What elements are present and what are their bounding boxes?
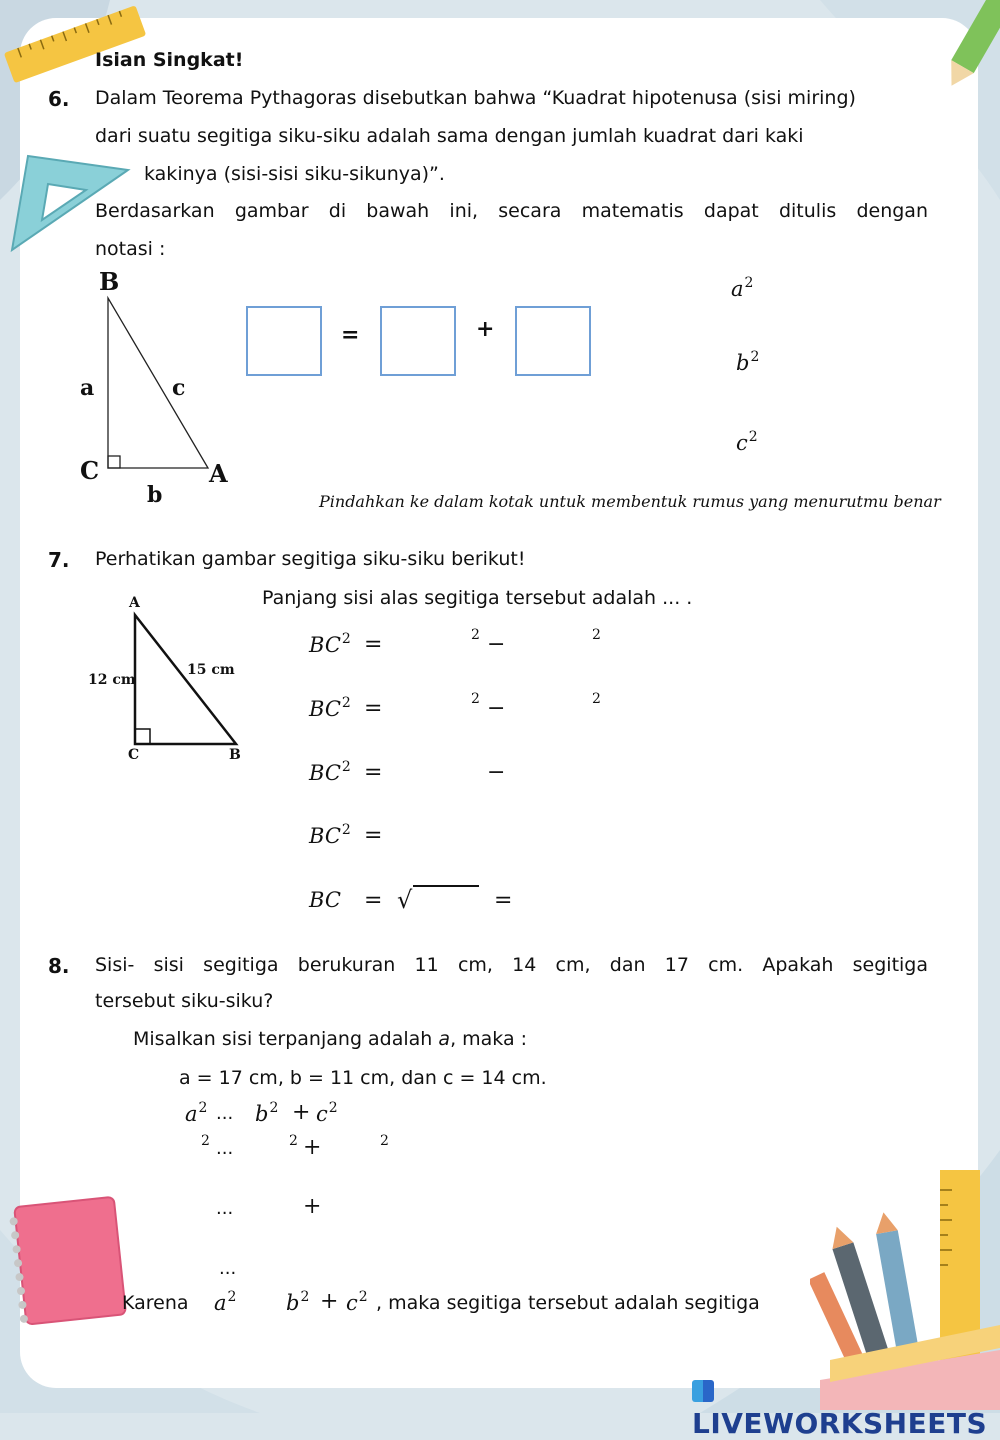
- school-supplies-icon: [810, 1160, 1000, 1410]
- q7-row4-eq: =: [364, 823, 383, 848]
- q7-row2-minus: −: [487, 696, 506, 721]
- q8-a-squared: $a^2$: [185, 1100, 208, 1126]
- q8-text-line2: tersebut siku-siku?: [95, 990, 274, 1012]
- drag-option-a-squared[interactable]: $a^2$: [731, 275, 754, 301]
- q8-concl-b-squared: $b^2$: [286, 1289, 310, 1315]
- q7-row2-eq: =: [364, 696, 383, 721]
- q8-concl-plus: +: [320, 1289, 339, 1314]
- q7-question: Panjang sisi alas segitiga tersebut adalah ... .: [262, 587, 693, 609]
- q8-text-line4: a = 17 cm, b = 11 cm, dan c = 14 cm.: [179, 1067, 547, 1089]
- q7-vertex-a: A: [129, 595, 140, 611]
- q7-row5-eq: =: [364, 888, 383, 913]
- answer-box-2[interactable]: [380, 306, 456, 376]
- q7-side-ab: 15 cm: [187, 662, 235, 678]
- q7-row3-lhs: $BC^2$: [309, 759, 351, 785]
- q7-row1-exp2: 2: [592, 627, 601, 643]
- q8-row2-dots: ...: [216, 1138, 234, 1159]
- q7-row1-lhs: $BC^2$: [309, 631, 351, 657]
- logo-icon: [692, 1380, 714, 1402]
- question-8-number: 8.: [48, 954, 70, 978]
- q8-because-label: Karena: [122, 1292, 189, 1314]
- q6-instruction: Pindahkan ke dalam kotak untuk membentuk rumus yang menurutmu benar: [319, 492, 941, 511]
- q8-relation-dots: ...: [216, 1103, 234, 1124]
- q8-row2-plus: +: [303, 1135, 322, 1160]
- q7-side-ac: 12 cm: [88, 672, 136, 688]
- pencil-icon: [940, 0, 1000, 90]
- q6-vertex-a: A: [209, 459, 228, 488]
- q7-row1-exp1: 2: [471, 627, 480, 643]
- q7-row4-lhs: $BC^2$: [309, 822, 351, 848]
- plus-sign: +: [476, 316, 495, 342]
- q6-vertex-b: B: [99, 267, 120, 296]
- q6-side-a: a: [80, 375, 95, 401]
- q7-row5-lhs: BC: [309, 888, 341, 912]
- q6-text-line5: notasi :: [95, 238, 166, 260]
- q6-text-line1: Dalam Teorema Pythagoras disebutkan bahwa “Kuadrat hipotenusa (sisi miring): [95, 87, 856, 109]
- q7-triangle-diagram: [128, 608, 248, 758]
- q6-vertex-c: C: [80, 456, 100, 485]
- question-7-number: 7.: [48, 548, 70, 572]
- q7-row2-exp1: 2: [471, 691, 480, 707]
- q7-sqrt-bar: [413, 885, 479, 887]
- q7-sqrt-sign: √: [397, 886, 413, 914]
- q7-row1-minus: −: [487, 632, 506, 657]
- q8-row2-exp2: 2: [289, 1133, 298, 1149]
- q8-row3-plus: +: [303, 1194, 322, 1219]
- q8-conclusion-text: , maka segitiga tersebut adalah segitiga: [376, 1292, 760, 1314]
- q8-row4-dots: ...: [219, 1258, 237, 1279]
- q8-text-line1: Sisi- sisi segitiga berukuran 11 cm, 14 cm, dan 17 cm. Apakah segitiga: [95, 954, 928, 976]
- q6-text-line3: kakinya (sisi-sisi siku-sikunya)”.: [144, 163, 445, 185]
- q8-c-squared: $c^2$: [316, 1100, 338, 1126]
- q7-row3-minus: −: [487, 760, 506, 785]
- q8-row2-exp1: 2: [201, 1133, 210, 1149]
- q6-side-c: c: [172, 375, 186, 401]
- question-6-number: 6.: [48, 87, 70, 111]
- q8-b-squared: $b^2$: [255, 1100, 279, 1126]
- answer-box-3[interactable]: [515, 306, 591, 376]
- q7-vertex-c: C: [128, 747, 140, 763]
- ruler-icon: [0, 0, 150, 90]
- drag-option-c-squared[interactable]: $c^2$: [736, 429, 758, 455]
- q8-text-line3: Misalkan sisi terpanjang adalah a, maka :: [133, 1028, 528, 1050]
- liveworksheets-logo: LIVEWORKSHEETS: [692, 1374, 1000, 1440]
- q8-row2-exp3: 2: [380, 1133, 389, 1149]
- q7-vertex-b: B: [229, 747, 241, 763]
- q7-row3-eq: =: [364, 760, 383, 785]
- notebook-icon: [2, 1190, 132, 1330]
- drag-option-b-squared[interactable]: $b^2$: [736, 349, 760, 375]
- equals-sign: =: [341, 322, 360, 348]
- answer-box-1[interactable]: [246, 306, 322, 376]
- q8-concl-c-squared: $c^2$: [346, 1289, 368, 1315]
- q8-plus-1: +: [292, 1100, 311, 1125]
- q7-prompt: Perhatikan gambar segitiga siku-siku berikut!: [95, 548, 526, 570]
- section-title: Isian Singkat!: [95, 49, 244, 71]
- q8-concl-a-squared: $a^2$: [214, 1289, 237, 1315]
- q6-text-line4: Berdasarkan gambar di bawah ini, secara matematis dapat ditulis dengan: [95, 200, 928, 222]
- q7-row2-lhs: $BC^2$: [309, 695, 351, 721]
- q8-row3-dots: ...: [216, 1198, 234, 1219]
- q6-side-b: b: [147, 482, 163, 508]
- q6-text-line2: dari suatu segitiga siku-siku adalah sama dengan jumlah kuadrat dari kaki: [95, 125, 804, 147]
- q7-row1-eq: =: [364, 632, 383, 657]
- q7-row2-exp2: 2: [592, 691, 601, 707]
- q7-row5-eq2: =: [494, 888, 513, 913]
